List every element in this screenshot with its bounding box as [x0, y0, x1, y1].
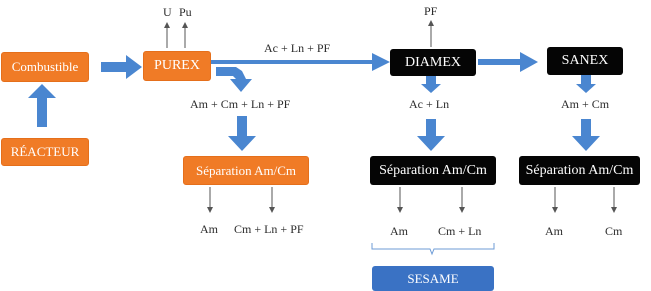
label-sanex-am: Am: [545, 224, 563, 238]
label-pf-top: PF: [424, 4, 438, 18]
label-sanex-output: Am + Cm: [561, 97, 610, 111]
label-purex-output: Am + Cm + Ln + PF: [190, 97, 291, 111]
arrow-diamex-output-to-separation: [417, 119, 445, 151]
label-diamex-cm-ln: Cm + Ln: [438, 224, 482, 238]
diamex-box: DIAMEX: [390, 49, 476, 76]
label-purex-to-diamex: Ac + Ln + PF: [264, 41, 331, 55]
arrow-diamex-to-sanex: [478, 52, 538, 72]
sanex-box: SANEX: [547, 47, 623, 75]
label-sanex-cm: Cm: [605, 224, 623, 238]
label-diamex-output: Ac + Ln: [409, 97, 450, 111]
sesame-bracket: [372, 243, 494, 254]
label-purex-cm-ln-pf: Cm + Ln + PF: [234, 222, 304, 236]
label-purex-am: Am: [200, 222, 218, 236]
arrow-purex-output-to-separation: [228, 116, 256, 151]
arrow-purex-down-bend: [216, 67, 252, 92]
combustible-box: Combustible: [1, 52, 89, 82]
reacteur-box: RÉACTEUR: [1, 138, 89, 166]
label-u: U: [163, 5, 172, 19]
arrow-reacteur-to-combustible: [28, 84, 56, 127]
arrow-diamex-down: [421, 75, 441, 93]
separation-box-purex: Séparation Am/Cm: [183, 156, 309, 185]
separation-box-diamex: Séparation Am/Cm: [370, 156, 496, 185]
label-diamex-am: Am: [390, 224, 408, 238]
arrow-sanex-output-to-separation: [572, 119, 600, 151]
sesame-box: SESAME: [372, 266, 494, 291]
separation-box-sanex: Séparation Am/Cm: [519, 156, 640, 185]
arrow-sanex-down: [576, 75, 596, 93]
purex-box: PUREX: [143, 51, 211, 81]
arrow-combustible-to-purex: [101, 55, 142, 79]
label-pu: Pu: [179, 5, 192, 19]
